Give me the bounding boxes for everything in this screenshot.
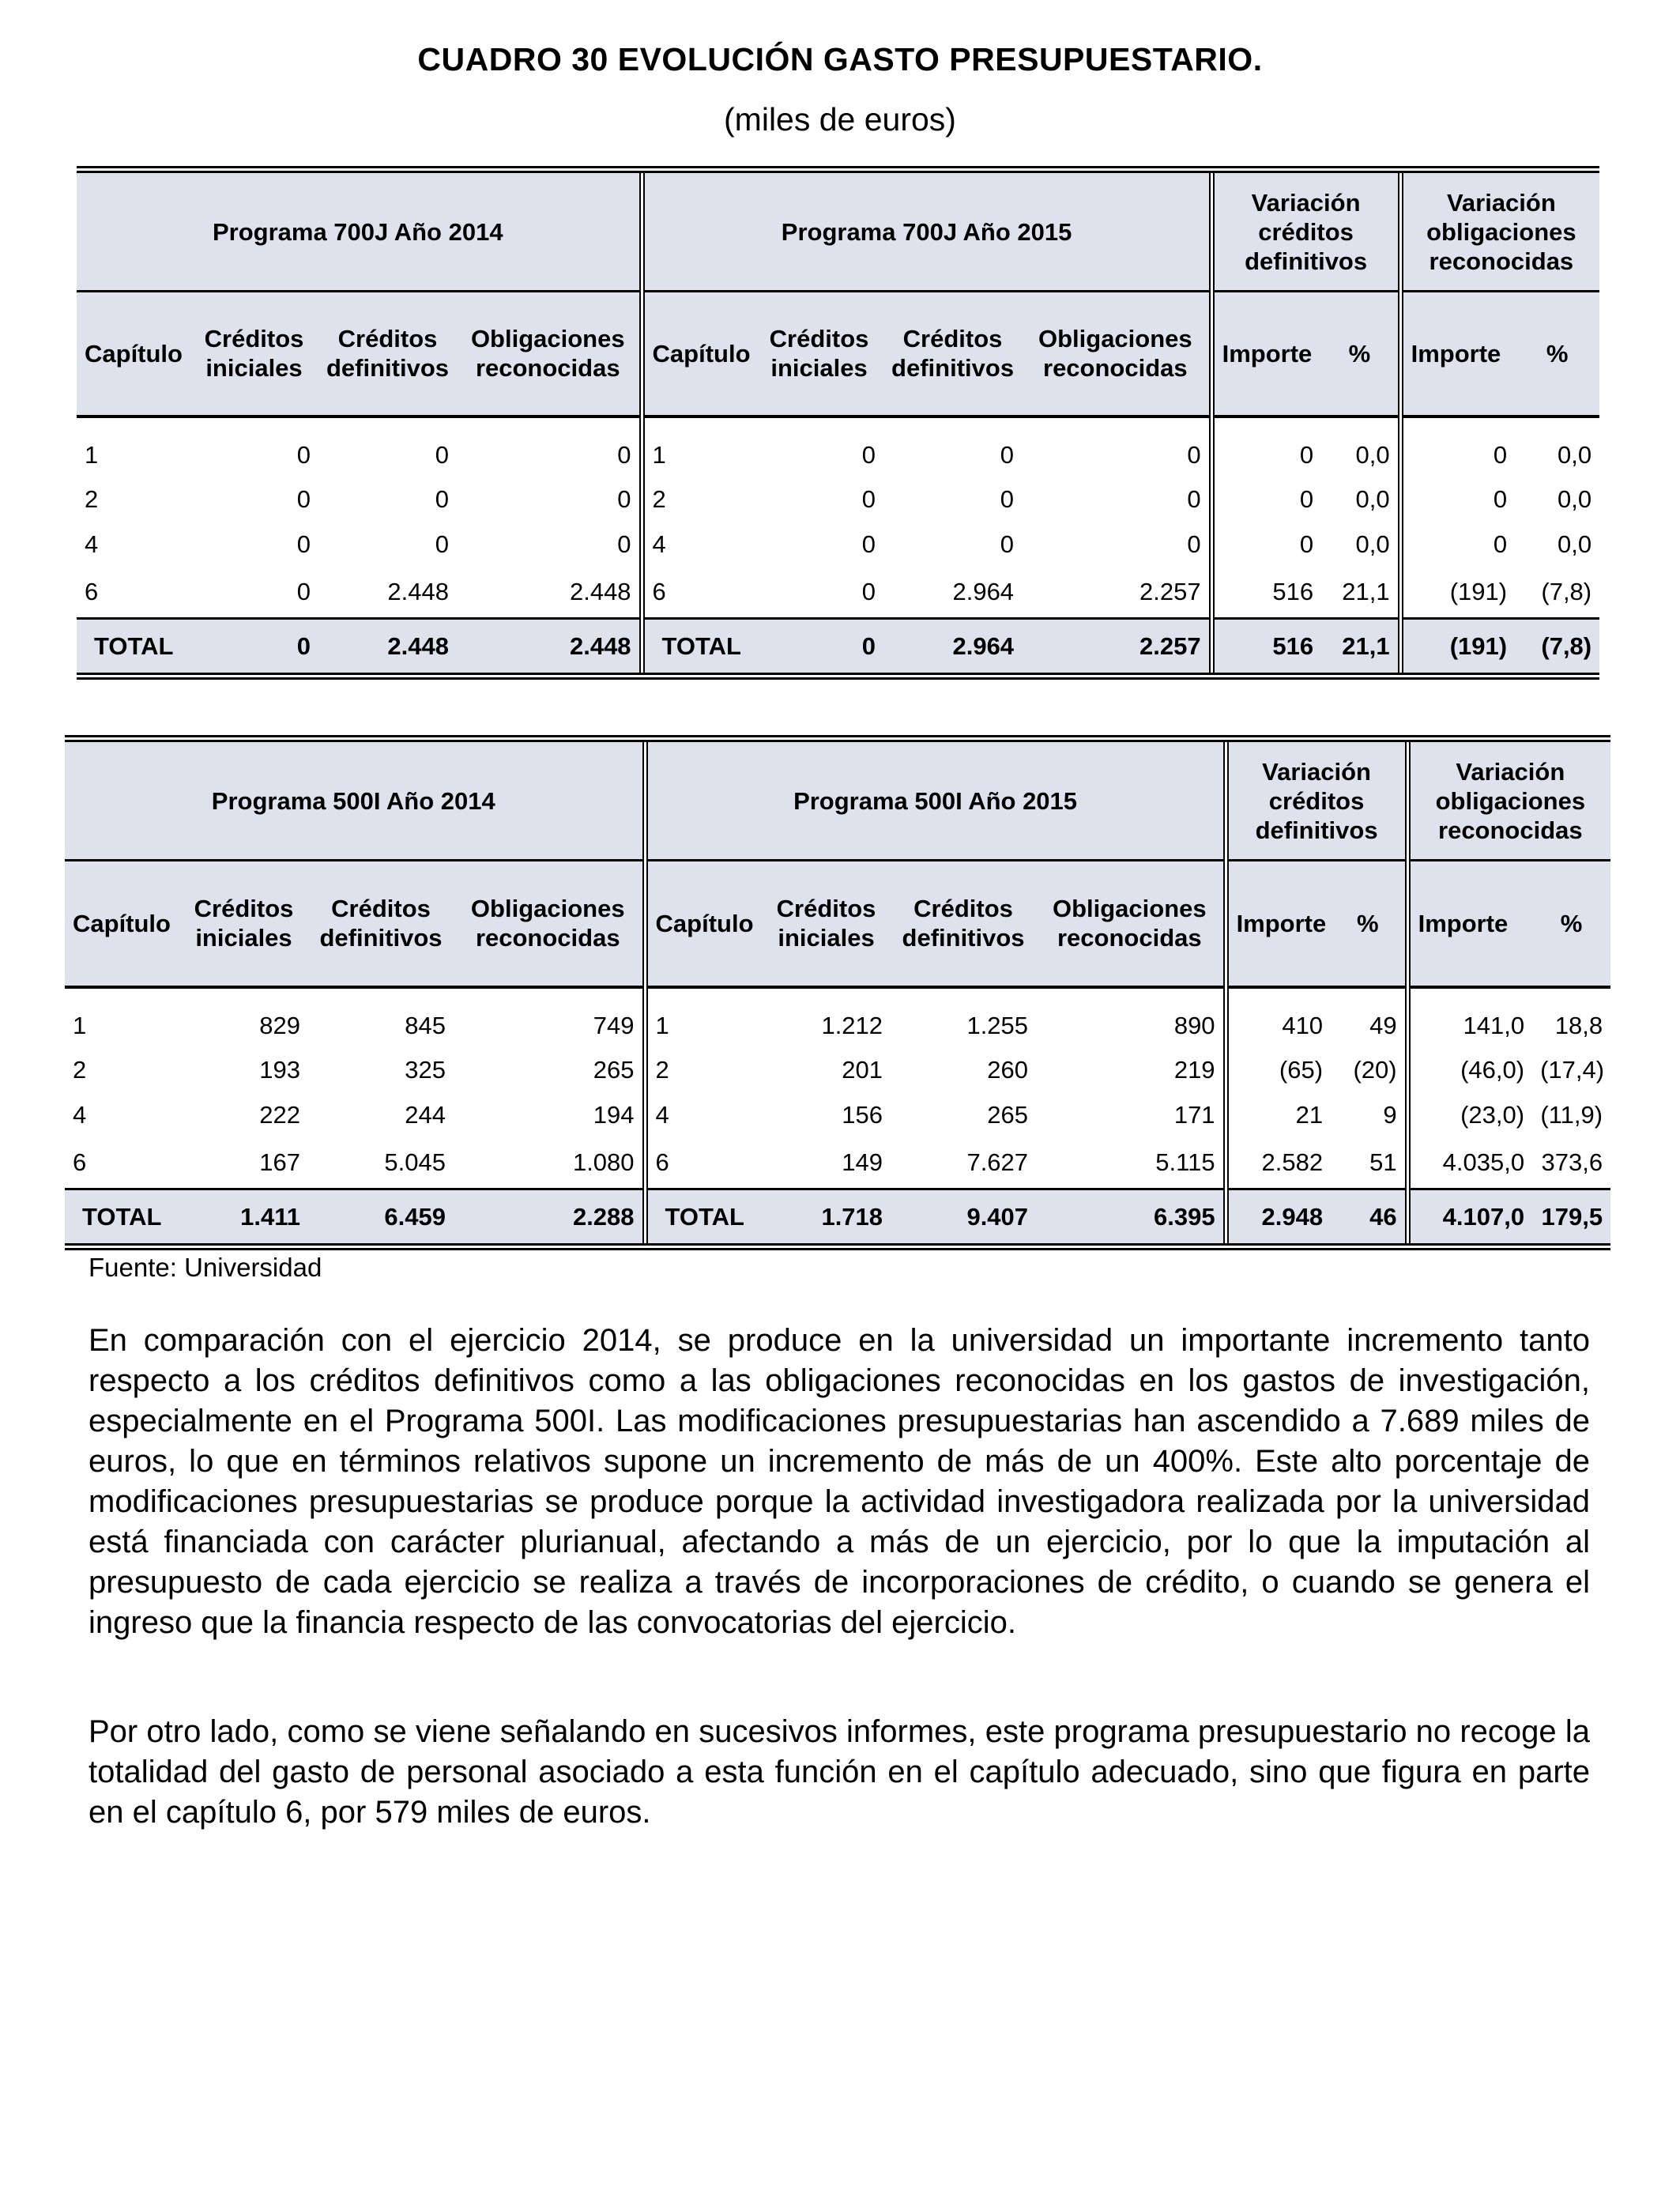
table-cell: 1 [73, 1012, 87, 1039]
paragraph-2: Por otro lado, como se viene señalando en sucesivos informes, este programa presupuestario no recoge la totalidad del gasto de personal asociado a esta función en el capítulo adecuado, sino que figura en parte en el capítulo 6, por 579 miles de euros. [89, 1714, 1590, 1830]
col-creditos-iniciales: Créditos iniciales [755, 292, 883, 417]
table-cell: 4 [652, 530, 666, 558]
table-row [77, 417, 1599, 477]
table-cell: 0 [1299, 485, 1314, 513]
table-cell: 0,0 [1321, 417, 1400, 477]
table-cell: 0 [296, 530, 311, 558]
col-importe: Importe [1400, 292, 1515, 417]
table-cell: 0 [861, 441, 876, 469]
source-note: Fuente: Universidad [89, 1253, 322, 1282]
units-subtitle: (miles de euros) [724, 101, 956, 138]
col-creditos-definitivos: Créditos definitivos [308, 861, 454, 987]
col-creditos-iniciales: Créditos iniciales [179, 861, 308, 987]
table-cell: (17,4) [1540, 1056, 1605, 1084]
table-cell: 193 [259, 1056, 300, 1084]
table-cell: 0 [1299, 441, 1314, 469]
program-2015-header: Programa 700J Año 2015 [642, 170, 1211, 292]
table-cell: 0 [296, 441, 311, 469]
table-cell: 0 [435, 485, 449, 513]
col-creditos-definitivos: Créditos definitivos [883, 292, 1022, 417]
table-cell: 1.080 [454, 1138, 645, 1189]
table-cell: 49 [1331, 987, 1407, 1048]
table-cell: 0 [190, 619, 318, 677]
table-cell: 141,0 [1463, 1012, 1525, 1039]
table-cell: 6 [652, 578, 666, 606]
table-cell: 749 [454, 987, 645, 1048]
variacion-obligaciones-header: Variación obligaciones reconocidas [1407, 739, 1610, 861]
table-cell: 2.257 [1022, 567, 1211, 619]
table-cell: 6 [73, 1148, 87, 1177]
table-cell: 1 [655, 1012, 669, 1039]
table-cell: 7.627 [966, 1148, 1029, 1177]
table-cell: 21 [1295, 1101, 1324, 1129]
table-cell: 260 [987, 1056, 1029, 1084]
col-creditos-definitivos: Créditos definitivos [891, 861, 1036, 987]
col-pct: % [1515, 292, 1599, 417]
table-cell: 5.115 [1036, 1138, 1226, 1189]
table-cell: 9.407 [891, 1189, 1036, 1247]
table-cell: 0 [457, 417, 642, 477]
table-cell: 1.255 [966, 1012, 1029, 1039]
table-cell: 4.107,0 [1407, 1189, 1532, 1247]
table-cell: 5.045 [384, 1148, 446, 1177]
table-cell: (11,9) [1540, 1101, 1603, 1129]
table-cell: 0 [1493, 485, 1508, 513]
table-cell: 890 [1036, 987, 1226, 1048]
table-cell: 845 [405, 1012, 446, 1039]
table-cell: 2.288 [454, 1189, 645, 1247]
table-cell: 829 [259, 1012, 300, 1039]
table-cell: 156 [842, 1101, 883, 1129]
table-cell: 0 [457, 477, 642, 522]
table-cell: 0 [1000, 530, 1015, 558]
budget-table-500i [65, 735, 1610, 1250]
table-cell: 0 [435, 441, 449, 469]
table-cell: 149 [842, 1148, 883, 1177]
table2-body [65, 987, 1610, 1247]
program-2014-header: Programa 700J Año 2014 [77, 170, 642, 292]
table-row [65, 987, 1610, 1048]
table-cell: (20) [1331, 1048, 1407, 1093]
col-pct: % [1331, 861, 1407, 987]
variacion-creditos-header: Variación créditos definitivos [1211, 170, 1400, 292]
page-title: CUADRO 30 EVOLUCIÓN GASTO PRESUPUESTARIO. [417, 41, 1263, 77]
table-cell: 4.035,0 [1442, 1148, 1525, 1177]
table-cell: TOTAL [645, 1189, 762, 1247]
program-2015-header: Programa 500I Año 2015 [645, 739, 1226, 861]
table-cell: 51 [1331, 1138, 1407, 1189]
table-cell: 1.212 [821, 1012, 883, 1039]
table-cell: 2.448 [457, 619, 642, 677]
table-cell: 2 [85, 485, 99, 513]
table-cell: 2.448 [387, 578, 449, 606]
col-obligaciones: Obligaciones reconocidas [1022, 292, 1211, 417]
table-cell: 0,0 [1558, 530, 1592, 558]
table-cell: 0,0 [1558, 441, 1592, 469]
table-cell: 194 [454, 1093, 645, 1138]
table-cell: (191) [1449, 578, 1508, 606]
variacion-obligaciones-header: Variación obligaciones reconocidas [1400, 170, 1599, 292]
table-row [77, 477, 1599, 522]
table-cell: 0 [1000, 441, 1015, 469]
table-cell: 0 [1022, 477, 1211, 522]
table-cell: (7,8) [1541, 578, 1592, 606]
table-cell: 0 [296, 578, 311, 606]
table-cell: 21,1 [1321, 619, 1400, 677]
table-cell: 265 [987, 1101, 1029, 1129]
table-cell: 6 [655, 1148, 669, 1177]
table-cell: 0,0 [1321, 522, 1400, 567]
table-cell: 0,0 [1558, 485, 1592, 513]
table-cell: TOTAL [642, 619, 755, 677]
table-cell: 0 [296, 485, 311, 513]
budget-table-700j [77, 166, 1599, 680]
col-importe: Importe [1407, 861, 1532, 987]
table-cell: 2.257 [1022, 619, 1211, 677]
table-cell: 46 [1331, 1189, 1407, 1247]
table-cell: (7,8) [1515, 619, 1599, 677]
table-cell: 516 [1211, 619, 1321, 677]
col-pct: % [1321, 292, 1400, 417]
table-cell: 0 [861, 530, 876, 558]
table-cell: TOTAL [65, 1189, 179, 1247]
paragraph-1: En comparación con el ejercicio 2014, se produce en la universidad un importante incremento tanto respecto a los créditos definitivos como a las obligaciones reconocidas en los gastos de investigación, especialmente en el Programa 500I. Las modificaciones presupuestarias han ascendido a 7.689 miles de euros, lo que en términos relativos supone un incremento de más de un 400%. Este alto porcentaje de modificaciones presupuestarias se produce porque la actividad investigadora realizada por la universidad está financiada con carácter plurianual, afectando a más de un ejercicio, por lo que la imputación al presupuesto de cada ejercicio se realiza a través de incorporaciones de crédito, o cuando se genera el ingreso que la financia respecto de las convocatorias del ejercicio. [89, 1323, 1590, 1640]
table-cell: 171 [1036, 1093, 1226, 1138]
variacion-creditos-header: Variación créditos definitivos [1226, 739, 1407, 861]
table-cell: (46,0) [1460, 1056, 1525, 1084]
table-cell: 21,1 [1321, 567, 1400, 619]
table-cell: 2 [73, 1056, 87, 1084]
table-cell: 2.582 [1261, 1148, 1324, 1177]
table-cell: 0 [1493, 441, 1508, 469]
col-capitulo: Capítulo [645, 861, 762, 987]
table-cell: 222 [259, 1101, 300, 1129]
table-cell: 325 [405, 1056, 446, 1084]
table-cell: 6.395 [1036, 1189, 1226, 1247]
col-obligaciones: Obligaciones reconocidas [454, 861, 645, 987]
table-cell: 0 [1022, 522, 1211, 567]
table-cell: 179,5 [1532, 1189, 1610, 1247]
table-cell: 6 [85, 578, 99, 606]
table-cell: 0 [1299, 530, 1314, 558]
table-cell: 516 [1272, 578, 1314, 606]
table-cell: 0,0 [1321, 477, 1400, 522]
table-row [65, 1048, 1610, 1093]
table-cell: 244 [405, 1101, 446, 1129]
table-cell: 2.448 [457, 567, 642, 619]
table-cell: 0 [1022, 417, 1211, 477]
program-2014-header: Programa 500I Año 2014 [65, 739, 645, 861]
table-cell: 1 [652, 441, 666, 469]
table-cell: 2.448 [318, 619, 457, 677]
col-creditos-iniciales: Créditos iniciales [762, 861, 891, 987]
table-row [65, 1093, 1610, 1138]
table-cell: 1.411 [179, 1189, 308, 1247]
table-row [77, 522, 1599, 567]
table-cell: 1 [85, 441, 99, 469]
table-cell: 2.948 [1226, 1189, 1331, 1247]
table-cell: 4 [655, 1101, 669, 1129]
table-cell: (23,0) [1460, 1101, 1525, 1129]
table-row [77, 567, 1599, 619]
total-row [77, 619, 1599, 677]
table-cell: 219 [1036, 1048, 1226, 1093]
table-cell: 2.964 [883, 619, 1022, 677]
table-cell: 1.718 [762, 1189, 891, 1247]
table-cell: (65) [1279, 1056, 1324, 1084]
table-cell: 2.964 [952, 578, 1015, 606]
table-cell: 4 [85, 530, 99, 558]
table-cell: 9 [1331, 1093, 1407, 1138]
table-cell: 0 [755, 619, 883, 677]
col-obligaciones: Obligaciones reconocidas [457, 292, 642, 417]
table-cell: 201 [842, 1056, 883, 1084]
table-cell: (191) [1400, 619, 1515, 677]
col-importe: Importe [1211, 292, 1321, 417]
col-creditos-iniciales: Créditos iniciales [190, 292, 318, 417]
table-cell: 2 [655, 1056, 669, 1084]
table-cell: 0 [1493, 530, 1508, 558]
table-cell: 265 [454, 1048, 645, 1093]
col-capitulo: Capítulo [77, 292, 190, 417]
table-cell: 0 [1000, 485, 1015, 513]
col-importe: Importe [1226, 861, 1331, 987]
table-cell: TOTAL [77, 619, 190, 677]
table-cell: 0 [861, 578, 876, 606]
table-cell: 373,6 [1541, 1148, 1603, 1177]
col-capitulo: Capítulo [65, 861, 179, 987]
table-cell: 0 [861, 485, 876, 513]
table-cell: 410 [1282, 1012, 1324, 1039]
table-cell: 6.459 [308, 1189, 454, 1247]
col-creditos-definitivos: Créditos definitivos [318, 292, 457, 417]
col-capitulo: Capítulo [642, 292, 755, 417]
table-cell: 2 [652, 485, 666, 513]
table-cell: 18,8 [1554, 1012, 1603, 1039]
table-cell: 0 [435, 530, 449, 558]
table-row [65, 1138, 1610, 1189]
col-pct: % [1532, 861, 1610, 987]
table-cell: 4 [73, 1101, 87, 1129]
table-cell: 167 [259, 1148, 300, 1177]
col-obligaciones: Obligaciones reconocidas [1036, 861, 1226, 987]
total-row [65, 1189, 1610, 1247]
table1-body [77, 417, 1599, 677]
table-cell: 0 [457, 522, 642, 567]
